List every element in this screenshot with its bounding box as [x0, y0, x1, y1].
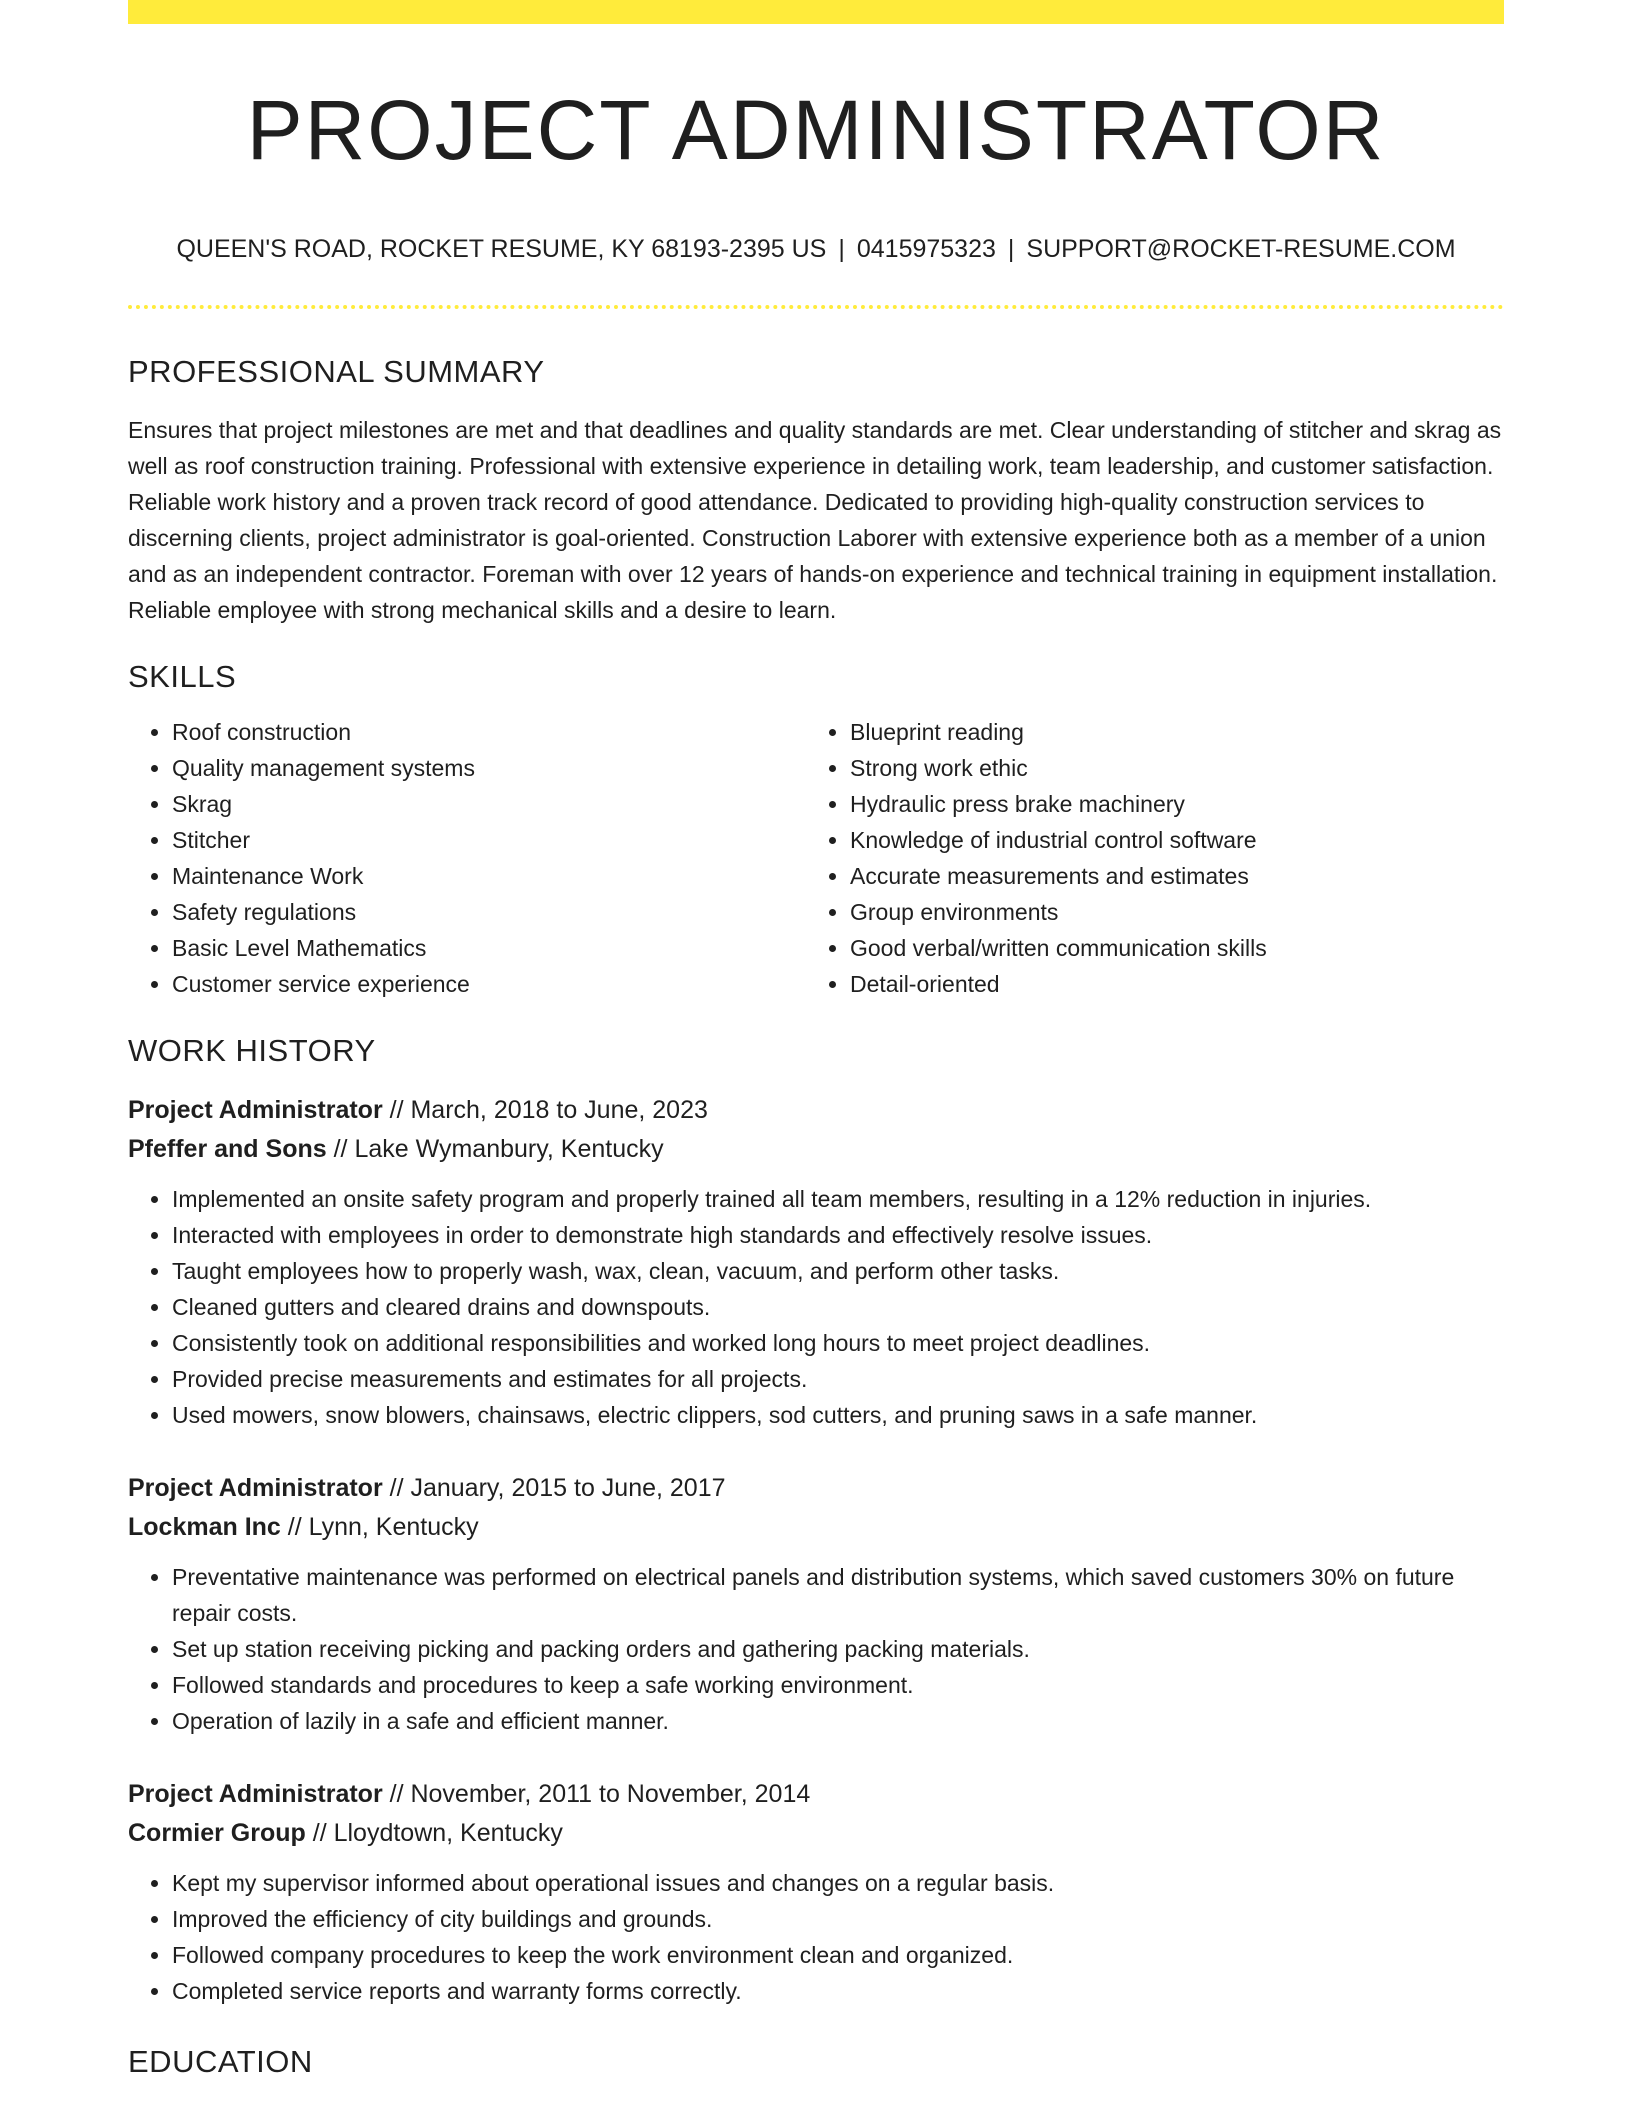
- skills-list-left: [128, 714, 806, 1002]
- job-bullet: • Cleaned gutters and cleared drains and downspouts.: [172, 1289, 1504, 1325]
- skill-item: • Group environments: [850, 894, 1484, 930]
- work-history-section-title: WORK HISTORY: [128, 1032, 376, 1068]
- job-location: // Lake Wymanbury, Kentucky: [326, 1134, 664, 1163]
- job-role: Project Administrator: [128, 1473, 383, 1502]
- skill-item: • Basic Level Mathematics: [172, 930, 806, 966]
- job-bullet: • Taught employees how to properly wash, wax, clean, vacuum, and perform other tasks.: [172, 1253, 1504, 1289]
- job-dates: // March, 2018 to June, 2023: [382, 1095, 708, 1124]
- job-role: Project Administrator: [128, 1095, 383, 1124]
- skill-item: • Roof construction: [172, 714, 806, 750]
- job-company: Lockman Inc: [128, 1512, 281, 1541]
- skills-list-right: [806, 714, 1484, 1002]
- skill-item: • Strong work ethic: [850, 750, 1484, 786]
- job-entry: [128, 1775, 1504, 2009]
- job-dates: // January, 2015 to June, 2017: [382, 1473, 726, 1502]
- resume-page: [128, 0, 1504, 2080]
- job-company-line: [128, 1508, 1504, 1547]
- job-location: // Lynn, Kentucky: [280, 1512, 479, 1541]
- job-bullet: • Implemented an onsite safety program and properly trained all team members, resulting in a 12% reduction in injuries.: [172, 1181, 1504, 1217]
- accent-top-bar: [128, 0, 1504, 24]
- job-bullet: • Interacted with employees in order to demonstrate high standards and effectively resolve issues.: [172, 1217, 1504, 1253]
- job-entry: [128, 1091, 1504, 1433]
- resume-name-heading: PROJECT ADMINISTRATOR: [246, 83, 1386, 177]
- job-bullet: • Kept my supervisor informed about operational issues and changes on a regular basis.: [172, 1865, 1504, 1901]
- job-company: Cormier Group: [128, 1818, 306, 1847]
- skill-item: • Good verbal/written communication skills: [850, 930, 1484, 966]
- contact-address: QUEEN'S ROAD, ROCKET RESUME, KY 68193-2395 US: [176, 234, 827, 263]
- skill-item: • Hydraulic press brake machinery: [850, 786, 1484, 822]
- job-dates: // November, 2011 to November, 2014: [382, 1779, 811, 1808]
- job-bullet-list: [128, 1559, 1504, 1739]
- job-bullet: • Followed standards and procedures to keep a safe working environment.: [172, 1667, 1504, 1703]
- skill-item: • Safety regulations: [172, 894, 806, 930]
- job-entry: [128, 1469, 1504, 1739]
- job-company-line: [128, 1814, 1504, 1853]
- job-bullet: • Set up station receiving picking and packing orders and gathering packing materials.: [172, 1631, 1504, 1667]
- job-title-line: [128, 1091, 1504, 1130]
- skill-item: • Quality management systems: [172, 750, 806, 786]
- job-role: Project Administrator: [128, 1779, 383, 1808]
- skill-item: • Blueprint reading: [850, 714, 1484, 750]
- skill-item: • Skrag: [172, 786, 806, 822]
- job-location: // Lloydtown, Kentucky: [305, 1818, 563, 1847]
- education-section-title: EDUCATION: [128, 2043, 313, 2079]
- skill-item: • Knowledge of industrial control software: [850, 822, 1484, 858]
- job-company-line: [128, 1130, 1504, 1169]
- job-bullet: • Operation of lazily in a safe and efficient manner.: [172, 1703, 1504, 1739]
- job-bullet: • Completed service reports and warranty forms correctly.: [172, 1973, 1504, 2009]
- dotted-divider: [128, 305, 1504, 309]
- job-bullet: • Preventative maintenance was performed on electrical panels and distribution systems, which saved customers 30% on future repair costs.: [172, 1559, 1504, 1631]
- contact-email: SUPPORT@ROCKET-RESUME.COM: [1026, 234, 1456, 263]
- job-bullet-list: [128, 1181, 1504, 1433]
- contact-line: [128, 233, 1504, 266]
- summary-paragraph: Ensures that project milestones are met and that deadlines and quality standards are met. Clear understanding of stitcher and skrag as well as roof construction training. Professional with extensive experience in detailing work, team leadership, and customer satisfaction. Reliable work history and a proven track record of good attendance. Dedicated to providing high-quality construction services to discerning clients, project administrator is goal-oriented. Construction Laborer with extensive experience both as a member of a union and as an independent contractor. Foreman with over 12 years of hands-on experience and technical training in equipment installation. Reliable employee with strong mechanical skills and a desire to learn.: [128, 417, 1502, 624]
- skill-item: • Detail-oriented: [850, 966, 1484, 1002]
- job-bullet: • Used mowers, snow blowers, chainsaws, electric clippers, sod cutters, and pruning saws in a safe manner.: [172, 1397, 1504, 1433]
- skill-item: • Stitcher: [172, 822, 806, 858]
- skill-item: • Accurate measurements and estimates: [850, 858, 1484, 894]
- job-title-line: [128, 1775, 1504, 1814]
- skill-item: • Customer service experience: [172, 966, 806, 1002]
- contact-separator: |: [1007, 234, 1015, 263]
- skills-section-title: SKILLS: [128, 659, 237, 695]
- job-bullet: • Consistently took on additional responsibilities and worked long hours to meet project deadlines.: [172, 1325, 1504, 1361]
- job-title-line: [128, 1469, 1504, 1508]
- job-bullet: • Provided precise measurements and estimates for all projects.: [172, 1361, 1504, 1397]
- contact-phone: 0415975323: [856, 234, 996, 263]
- skills-grid: [128, 714, 1504, 1002]
- summary-section-title: PROFESSIONAL SUMMARY: [128, 354, 545, 390]
- job-bullet: • Followed company procedures to keep the work environment clean and organized.: [172, 1937, 1504, 1973]
- skill-item: • Maintenance Work: [172, 858, 806, 894]
- job-bullet: • Improved the efficiency of city buildings and grounds.: [172, 1901, 1504, 1937]
- job-company: Pfeffer and Sons: [128, 1134, 327, 1163]
- contact-separator: |: [838, 234, 845, 263]
- job-bullet-list: [128, 1865, 1504, 2009]
